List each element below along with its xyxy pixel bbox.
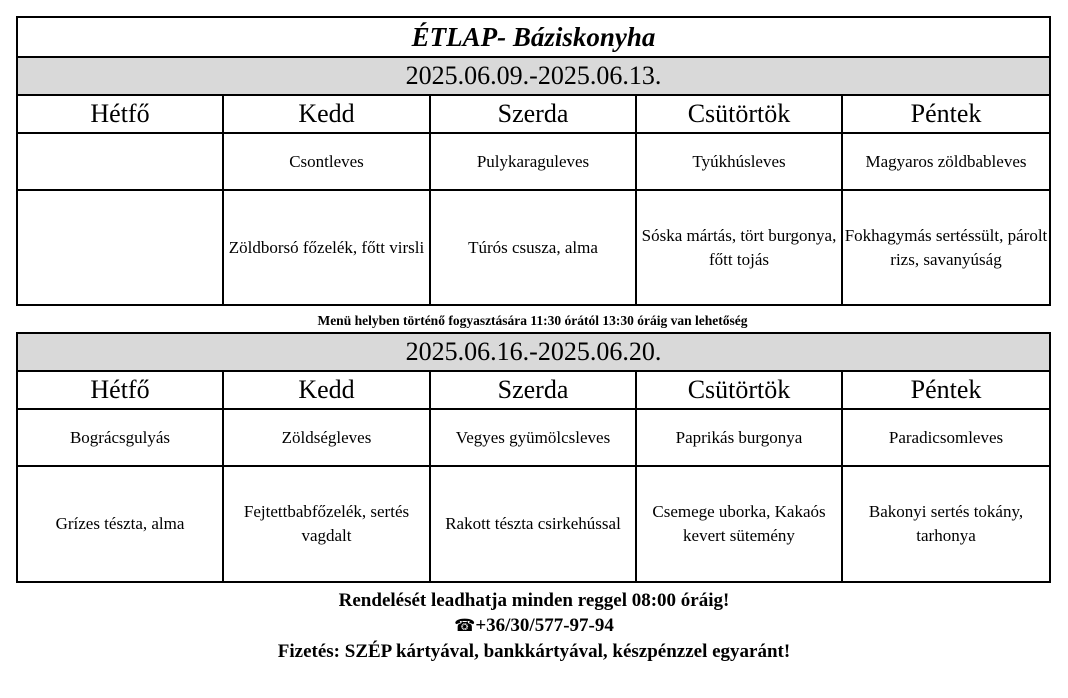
week-1-day-monday: Hétfő <box>17 95 223 133</box>
week-2-main-thursday: Csemege uborka, Kakaós kevert sütemény <box>636 466 842 582</box>
week-2-soup-thursday: Paprikás burgonya <box>636 409 842 466</box>
week-1-main-tuesday: Zöldborsó főzelék, főtt virsli <box>223 190 430 305</box>
telephone-icon: ☎ <box>454 616 476 636</box>
menu-title: ÉTLAP- Báziskonyha <box>17 17 1050 57</box>
week-2-soup-wednesday: Vegyes gyümölcsleves <box>430 409 636 466</box>
week-1-day-thursday: Csütörtök <box>636 95 842 133</box>
week-2-main-wednesday: Rakott tészta csirkehússal <box>430 466 636 582</box>
week-1-day-wednesday: Szerda <box>430 95 636 133</box>
week-1-soup-monday <box>17 133 223 190</box>
week-1-main-monday <box>17 190 223 305</box>
week-2-day-thursday: Csütörtök <box>636 371 842 409</box>
week-1-soup-thursday: Tyúkhúsleves <box>636 133 842 190</box>
week-1-soup-friday: Magyaros zöldbableves <box>842 133 1050 190</box>
phone-line <box>0 614 1068 638</box>
week-1-day-tuesday: Kedd <box>223 95 430 133</box>
week-2-soup-friday: Paradicsomleves <box>842 409 1050 466</box>
week-2-day-tuesday: Kedd <box>223 371 430 409</box>
order-deadline-text: Rendelését leadhatja minden reggel 08:00 óráig! <box>338 590 730 611</box>
week-2-day-monday: Hétfő <box>17 371 223 409</box>
week-1-soup-wednesday: Pulykaraguleves <box>430 133 636 190</box>
dine-in-note: Menü helyben történő fogyasztására 11:30 órától 13:30 óráig van lehetőség <box>317 313 748 328</box>
week-1-main-wednesday: Túrós csusza, alma <box>430 190 636 305</box>
week-2-main-tuesday: Fejtettbabfőzelék, sertés vagdalt <box>223 466 430 582</box>
week-2-soup-monday: Bográcsgulyás <box>17 409 223 466</box>
phone-number: +36/30/577-97-94 <box>475 615 614 636</box>
week-1-date-range: 2025.06.09.-2025.06.13. <box>17 57 1050 95</box>
payment-methods-text: Fizetés: SZÉP kártyával, bankkártyával, készpénzzel egyaránt! <box>277 641 791 662</box>
week-1-soup-tuesday: Csontleves <box>223 133 430 190</box>
week-1-main-thursday: Sóska mártás, tört burgonya, főtt tojás <box>636 190 842 305</box>
week-2-main-friday: Bakonyi sertés tokány, tarhonya <box>842 466 1050 582</box>
week-2-main-monday: Grízes tészta, alma <box>17 466 223 582</box>
week-2-day-friday: Péntek <box>842 371 1050 409</box>
week-1-menu-table <box>16 16 1051 306</box>
week-2-menu-table <box>16 332 1051 583</box>
week-2-day-wednesday: Szerda <box>430 371 636 409</box>
week-2-soup-tuesday: Zöldségleves <box>223 409 430 466</box>
week-1-day-friday: Péntek <box>842 95 1050 133</box>
week-1-main-friday: Fokhagymás sertéssült, párolt rizs, savanyúság <box>842 190 1050 305</box>
week-2-date-range: 2025.06.16.-2025.06.20. <box>17 333 1050 371</box>
